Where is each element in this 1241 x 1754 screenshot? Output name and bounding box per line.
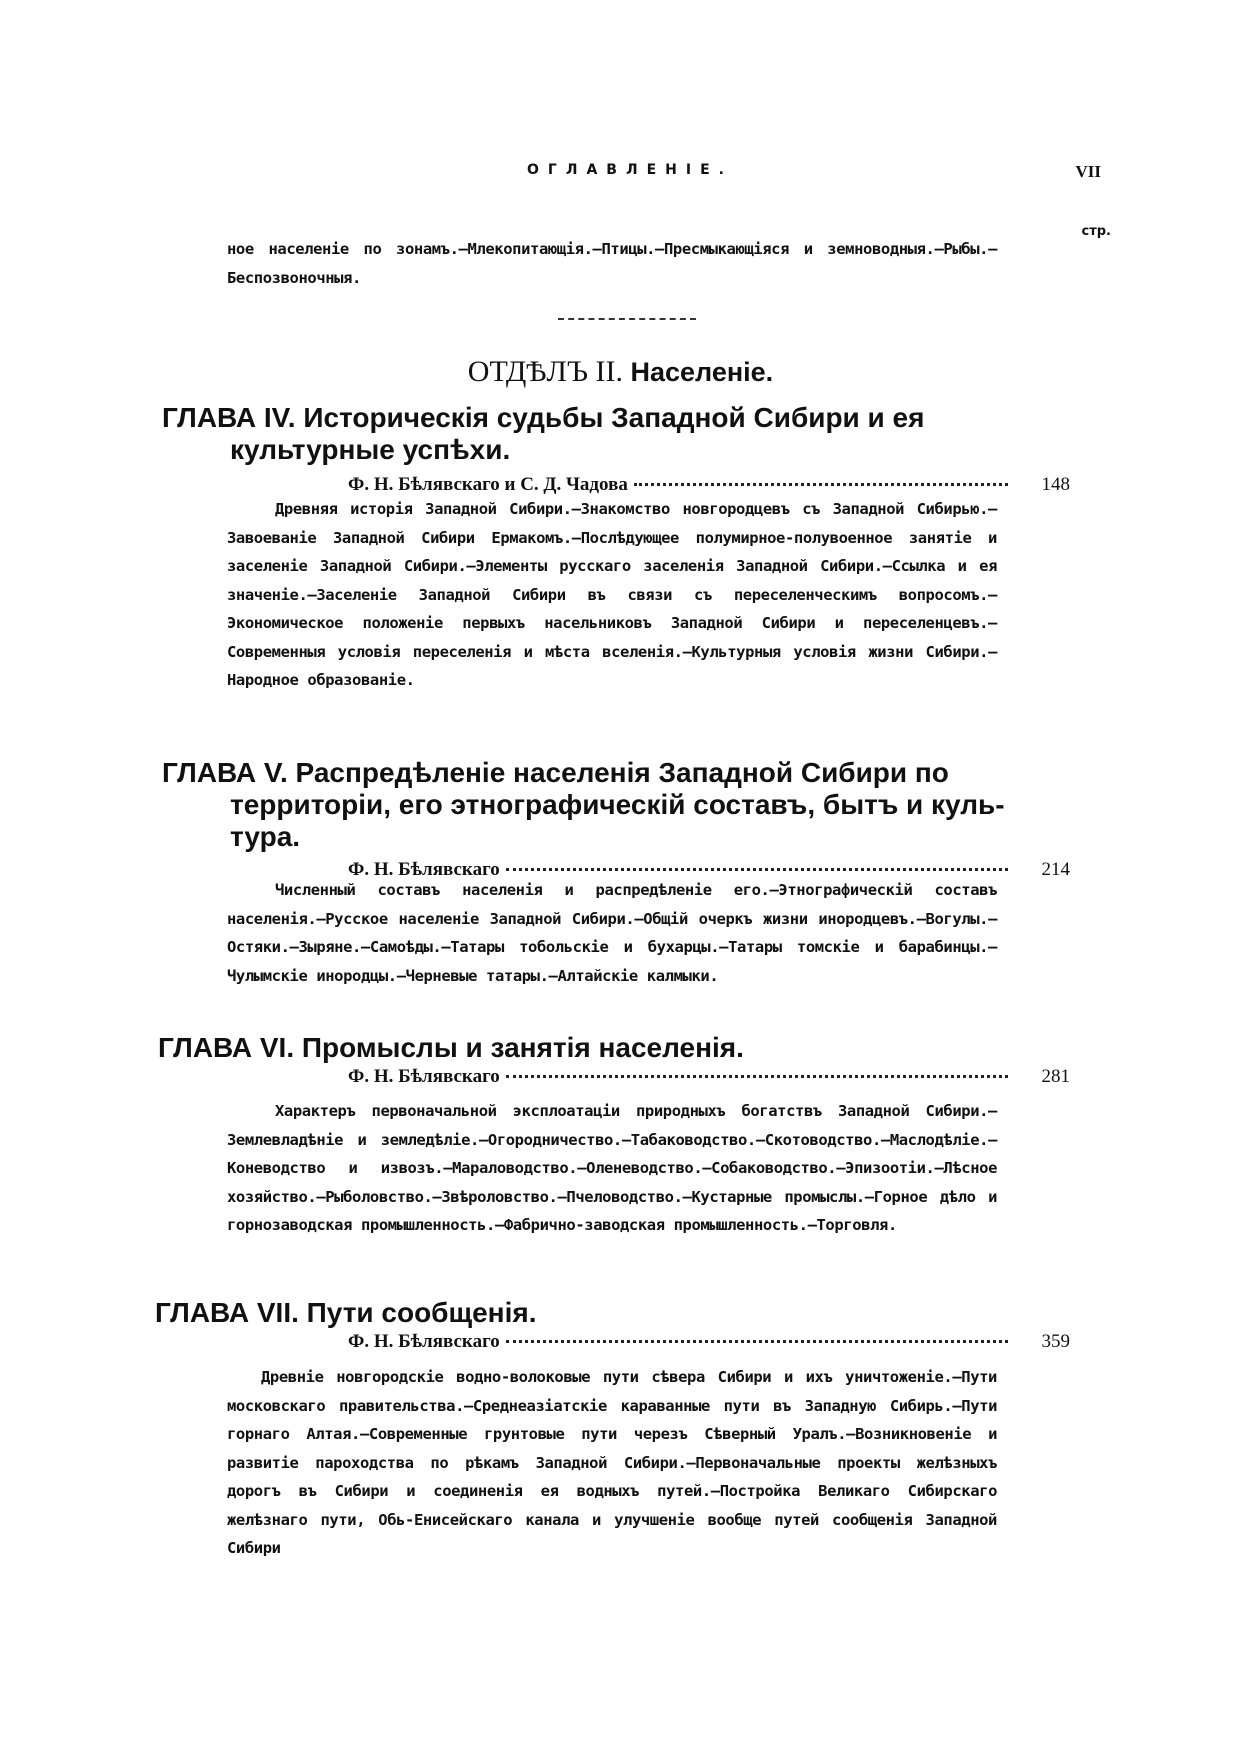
dot-leader: [506, 867, 1008, 871]
chapter-heading-line: ГЛАВА IV. Историческія судьбы Западной Сибири и ея: [162, 402, 925, 433]
page-numeral: VII: [1075, 162, 1101, 181]
chapter-author-line: [155, 1331, 1070, 1353]
chapter-heading-line: ГЛАВА VI. Промыслы и занятія населенія.: [158, 1032, 744, 1063]
section-number: ОТДѢЛЪ II.: [467, 355, 623, 388]
chapter-page: 148: [1041, 474, 1070, 495]
chapter-heading-line: ГЛАВА VII. Пути сообщенія.: [155, 1297, 537, 1328]
chapter-heading-line: территоріи, его этнографическій составъ, бытъ и куль-: [230, 789, 1005, 820]
chapter-summary: Численный составъ населенія и распредѣленіе его.—Этнографическій составъ населенія.—Русское населеніе Западной Сибири.—Общій очеркъ жизни инородцевъ.—Вогулы.—Остяки.—Зыряне.—Самоѣды.—Татары тобольскіе и бухарцы.—Татары томскіе и барабинцы.—Чулымскіе инородцы.—Черневые татары.—Алтайскіе калмыки.: [227, 881, 997, 985]
chapter-4: [162, 402, 1070, 496]
chapter-author: Ф. Н. Бѣлявскаго: [348, 1066, 500, 1087]
dot-leader: [506, 1339, 1008, 1343]
chapter-author: Ф. Н. Бѣлявскаго: [348, 1331, 500, 1352]
running-title: ОГЛАВЛЕНІЕ.: [527, 162, 733, 178]
page-column-label: стр.: [1081, 224, 1111, 239]
chapter-heading-line: ГЛАВА V. Распредѣленіе населенія Западной Сибири по: [162, 757, 949, 788]
dot-leader: [634, 482, 1008, 486]
separator-rule: [558, 318, 696, 322]
chapter-7: [155, 1297, 1070, 1353]
chapter-author: Ф. Н. Бѣлявскаго: [348, 859, 500, 880]
chapter-5: [162, 757, 1070, 881]
chapter-summary: Древняя исторія Западной Сибири.—Знакомство новгородцевъ съ Западной Сибирью.—Завоеваніе Западной Сибири Ермакомъ.—Послѣдующее полумирное-полувоенное занятіе и заселеніе Западной Сибири.—Элементы русскаго заселенія Западной Сибири.—Ссылка и ея значеніе.—Заселеніе Западной Сибири въ связи съ переселенческимъ вопросомъ.—Экономическое положеніе первыхъ насельниковъ Западной Сибири и переселенцевъ.—Современныя условія переселенія и мѣста вселенія.—Культурныя условія жизни Сибири.—Народное образованіе.: [227, 500, 997, 689]
chapter-summary: Древніе новгородскіе водно-волоковые пути сѣвера Сибири и ихъ уничтоженіе.—Пути московскаго правительства.—Среднеазіатскіе караванные пути въ Западную Сибирь.—Пути горнаго Алтая.—Современные грунтовые пути черезъ Сѣверный Уралъ.—Возникновеніе и развитіе пароходства по рѣкамъ Западной Сибири.—Первоначальные проекты желѣзныхъ дорогъ въ Сибири и соединенія ея водныхъ путей.—Постройка Великаго Сибирскаго желѣзнаго пути, Обь-Енисейскаго канала и улучшеніе вообще путей сообщенія Западной Сибири: [227, 1368, 997, 1557]
chapter-page: 359: [1041, 1331, 1070, 1352]
chapter-summary: Характеръ первоначальной эксплоатаціи природныхъ богатствъ Западной Сибири.—Землевладѣніе и земледѣліе.—Огородничество.—Табаководство.—Скотоводство.—Маслодѣліе.—Коневодство и извозъ.—Мараловодство.—Оленеводство.—Собаководство.—Эпизоотіи.—Лѣсное хозяйство.—Рыболовство.—Звѣроловство.—Пчеловодство.—Кустарные промыслы.—Горное дѣло и горнозаводская промышленность.—Фабрично-заводская промышленность.—Торговля.: [227, 1102, 997, 1234]
chapter-author-line: [162, 474, 1070, 496]
running-head: [0, 162, 1241, 186]
chapter-heading-line: тура.: [230, 821, 301, 852]
chapter-page: 214: [1041, 859, 1070, 880]
section-subtitle: Населеніе.: [630, 357, 774, 387]
chapter-page: 281: [1041, 1066, 1070, 1087]
intro-summary: ное населеніе по зонамъ.—Млекопитающія.—Птицы.—Пресмыкающіяся и земноводныя.—Рыбы.—Беспозвоночныя.: [227, 240, 997, 287]
chapter-author-line: [158, 1066, 1070, 1088]
chapter-heading-line: культурные успѣхи.: [230, 434, 511, 465]
chapter-author: Ф. Н. Бѣлявскаго и С. Д. Чадова: [348, 474, 628, 495]
section-title: [0, 355, 1241, 389]
chapter-6: [158, 1032, 1070, 1088]
dot-leader: [506, 1074, 1008, 1078]
